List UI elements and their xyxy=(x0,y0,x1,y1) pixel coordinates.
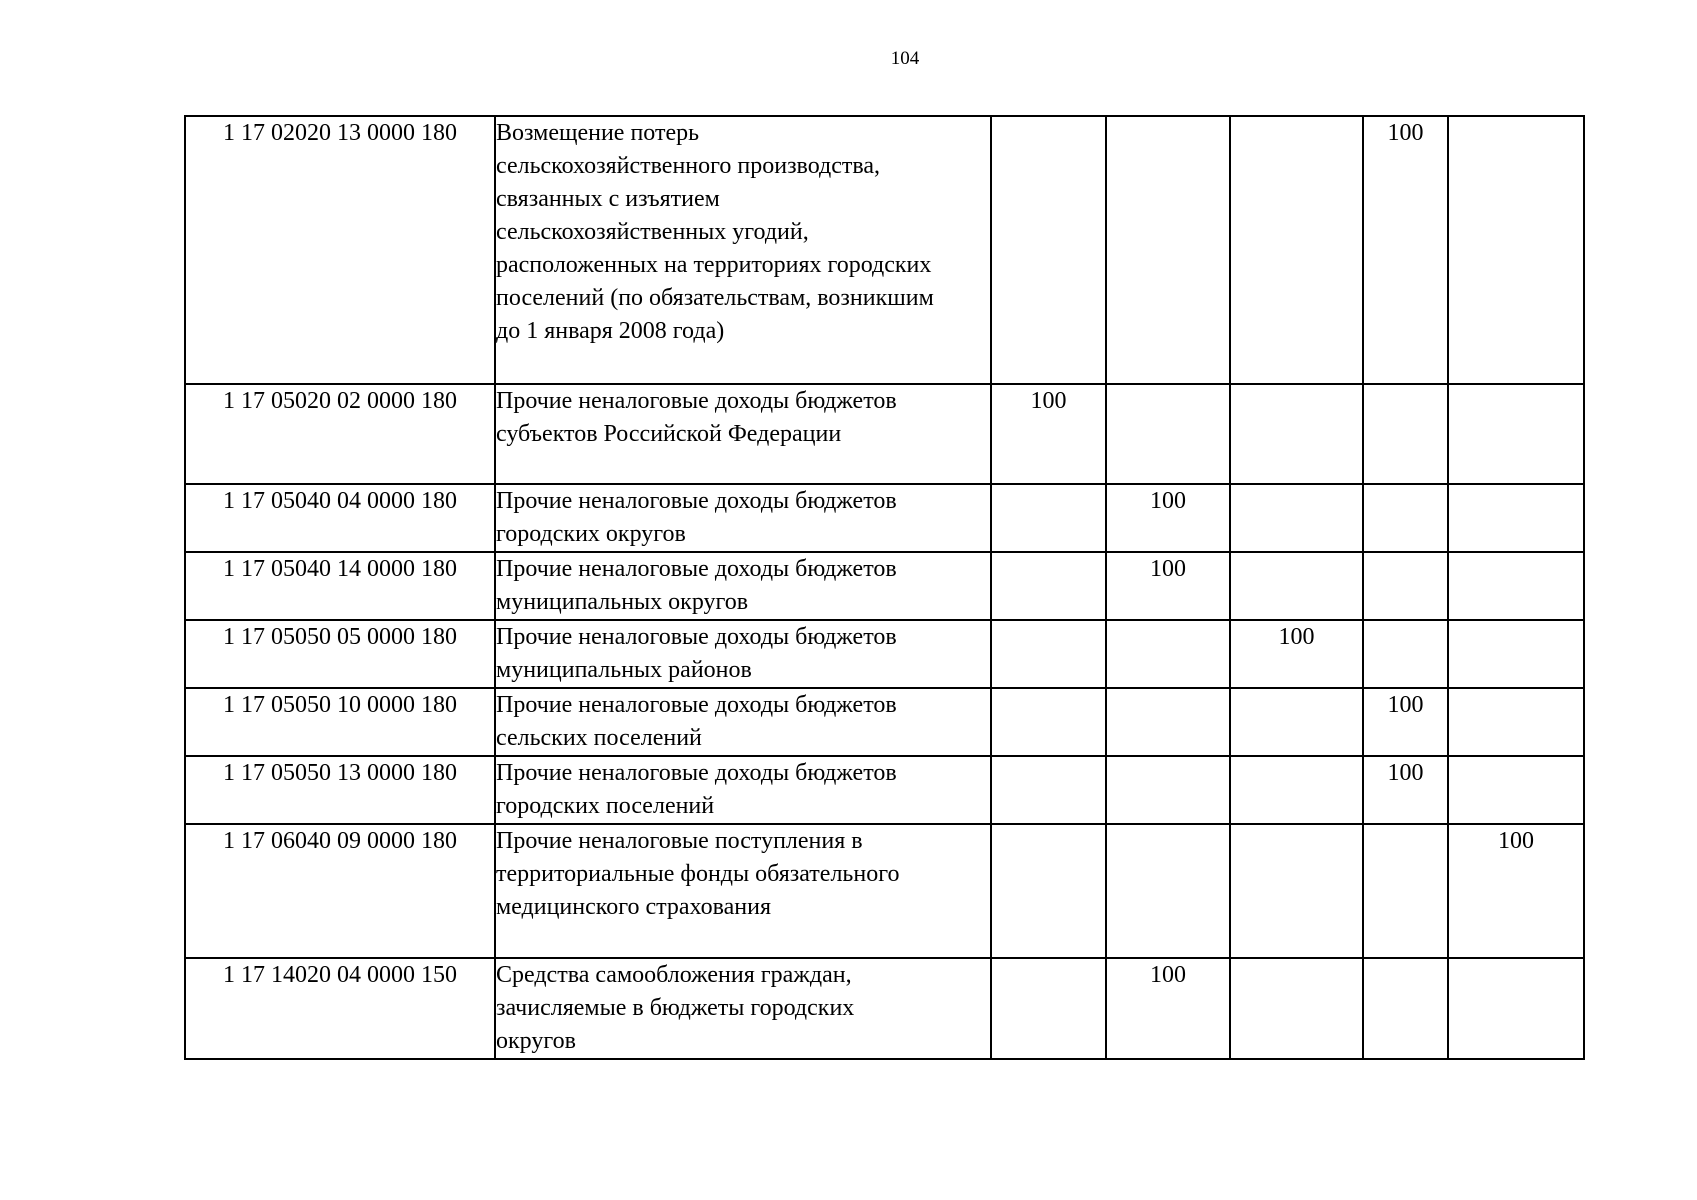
table-row xyxy=(185,824,1584,958)
value-cell-5 xyxy=(1448,688,1584,756)
budget-code-cell: 1 17 05050 10 0000 180 xyxy=(185,688,495,756)
description-cell xyxy=(495,552,991,620)
value-cell-5: 100 xyxy=(1448,824,1584,958)
description-line: округов xyxy=(496,1028,576,1054)
description-line: Возмещение потерь xyxy=(496,120,700,146)
value-cell-4: 100 xyxy=(1363,756,1448,824)
table-row xyxy=(185,552,1584,620)
description-line: сельских поселений xyxy=(496,725,702,751)
description-line: медицинского страхования xyxy=(496,894,772,920)
budget-code-cell: 1 17 02020 13 0000 180 xyxy=(185,116,495,384)
description-line: муниципальных округов xyxy=(496,589,749,615)
budget-code-cell: 1 17 05050 05 0000 180 xyxy=(185,620,495,688)
table-row xyxy=(185,756,1584,824)
value-cell-3 xyxy=(1230,552,1363,620)
value-cell-2 xyxy=(1106,688,1230,756)
value-cell-3: 100 xyxy=(1230,620,1363,688)
value-cell-1 xyxy=(991,756,1106,824)
description-line: зачисляемые в бюджеты городских xyxy=(496,995,855,1021)
value-cell-3 xyxy=(1230,484,1363,552)
value-cell-5 xyxy=(1448,756,1584,824)
description-line: Прочие неналоговые доходы бюджетов xyxy=(496,388,897,414)
budget-code-cell: 1 17 06040 09 0000 180 xyxy=(185,824,495,958)
value-cell-2 xyxy=(1106,384,1230,484)
value-cell-5 xyxy=(1448,620,1584,688)
description-line: территориальные фонды обязательного xyxy=(496,861,900,887)
table-row xyxy=(185,958,1584,1059)
budget-code-cell: 1 17 14020 04 0000 150 xyxy=(185,958,495,1059)
value-cell-5 xyxy=(1448,958,1584,1059)
value-cell-2 xyxy=(1106,116,1230,384)
table-row xyxy=(185,384,1584,484)
value-cell-1 xyxy=(991,484,1106,552)
value-cell-2: 100 xyxy=(1106,958,1230,1059)
description-line: до 1 января 2008 года) xyxy=(496,318,725,344)
value-cell-2 xyxy=(1106,824,1230,958)
value-cell-5 xyxy=(1448,484,1584,552)
description-line: поселений (по обязательствам, возникшим xyxy=(496,285,934,311)
description-line: Прочие неналоговые доходы бюджетов xyxy=(496,488,897,514)
description-cell xyxy=(495,756,991,824)
description-line: сельскохозяйственного производства, xyxy=(496,153,881,179)
budget-code-cell: 1 17 05040 04 0000 180 xyxy=(185,484,495,552)
value-cell-5 xyxy=(1448,384,1584,484)
value-cell-2 xyxy=(1106,620,1230,688)
description-cell xyxy=(495,958,991,1059)
value-cell-4 xyxy=(1363,824,1448,958)
value-cell-3 xyxy=(1230,116,1363,384)
description-line: Прочие неналоговые доходы бюджетов xyxy=(496,624,897,650)
description-line: Прочие неналоговые доходы бюджетов xyxy=(496,556,897,582)
description-line: городских поселений xyxy=(496,793,715,819)
value-cell-1: 100 xyxy=(991,384,1106,484)
value-cell-4 xyxy=(1363,620,1448,688)
value-cell-2: 100 xyxy=(1106,552,1230,620)
page-number: 104 xyxy=(890,48,920,69)
value-cell-4 xyxy=(1363,484,1448,552)
value-cell-5 xyxy=(1448,116,1584,384)
value-cell-1 xyxy=(991,824,1106,958)
description-line: сельскохозяйственных угодий, xyxy=(496,219,809,245)
value-cell-3 xyxy=(1230,688,1363,756)
budget-code-cell: 1 17 05020 02 0000 180 xyxy=(185,384,495,484)
budget-code-cell: 1 17 05040 14 0000 180 xyxy=(185,552,495,620)
description-cell xyxy=(495,484,991,552)
description-line: связанных с изъятием xyxy=(496,186,720,212)
value-cell-2 xyxy=(1106,756,1230,824)
value-cell-2: 100 xyxy=(1106,484,1230,552)
description-line: Средства самообложения граждан, xyxy=(496,962,852,988)
value-cell-4: 100 xyxy=(1363,688,1448,756)
table-row xyxy=(185,116,1584,384)
description-cell xyxy=(495,688,991,756)
value-cell-4 xyxy=(1363,958,1448,1059)
description-cell xyxy=(495,824,991,958)
description-cell xyxy=(495,116,991,384)
description-line: муниципальных районов xyxy=(496,657,752,683)
value-cell-3 xyxy=(1230,384,1363,484)
value-cell-1 xyxy=(991,688,1106,756)
value-cell-1 xyxy=(991,116,1106,384)
value-cell-3 xyxy=(1230,958,1363,1059)
value-cell-5 xyxy=(1448,552,1584,620)
table-row xyxy=(185,688,1584,756)
value-cell-1 xyxy=(991,552,1106,620)
revenue-distribution-table xyxy=(184,115,1585,1060)
value-cell-1 xyxy=(991,958,1106,1059)
value-cell-4 xyxy=(1363,384,1448,484)
value-cell-3 xyxy=(1230,824,1363,958)
description-cell xyxy=(495,384,991,484)
description-line: Прочие неналоговые поступления в xyxy=(496,828,863,854)
description-line: субъектов Российской Федерации xyxy=(496,421,842,447)
value-cell-3 xyxy=(1230,756,1363,824)
value-cell-1 xyxy=(991,620,1106,688)
budget-code-cell: 1 17 05050 13 0000 180 xyxy=(185,756,495,824)
description-cell xyxy=(495,620,991,688)
table-row xyxy=(185,620,1584,688)
description-line: Прочие неналоговые доходы бюджетов xyxy=(496,760,897,786)
description-line: Прочие неналоговые доходы бюджетов xyxy=(496,692,897,718)
value-cell-4 xyxy=(1363,552,1448,620)
value-cell-4: 100 xyxy=(1363,116,1448,384)
description-line: расположенных на территориях городских xyxy=(496,252,932,278)
table-row xyxy=(185,484,1584,552)
description-line: городских округов xyxy=(496,521,686,547)
